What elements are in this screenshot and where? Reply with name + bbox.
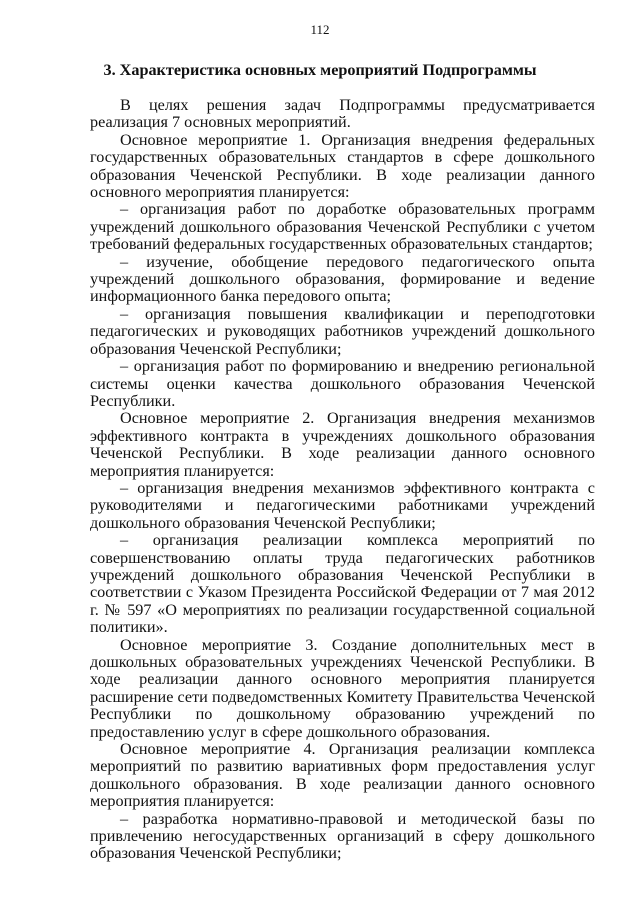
paragraph-measure-1: Основное мероприятие 1. Организация внедрения федеральных государственных образовательных стандартов в сфере дошкольного образования Чеченской Республики. В ходе реализации данного основного мероприятия планируется: <box>90 130 595 202</box>
list-item: – организация повышения квалификации и переподготовки педагогических и руководящих работников учреждений дошкольного образования Чеченской Республики; <box>90 304 595 358</box>
list-item: – организация внедрения механизмов эффективного контракта с руководителями и педагогическими работниками учреждений дошкольного образования Чеченской Республики; <box>90 478 595 532</box>
list-item: – разработка нормативно-правовой и методической базы по привлечению негосударственных организаций в сферу дошкольного образования Чеченской Республики; <box>90 809 595 863</box>
document-body <box>90 97 595 863</box>
paragraph-measure-3: Основное мероприятие 3. Создание дополнительных мест в дошкольных образовательных учреждениях Чеченской Республики. В ходе реализации данного основного мероприятия планируется расширение сети подведомственных Комитету Правительства Чеченской Республики по дошкольному образованию учреждений по предоставлению услуг в сфере дошкольного образования. <box>90 635 595 741</box>
list-item: – организация работ по доработке образовательных программ учреждений дошкольного образования Чеченской Республики с учетом требований федеральных государственных образовательных стандартов; <box>90 200 595 254</box>
paragraph-measure-2: Основное мероприятие 2. Организация внедрения механизмов эффективного контракта в учреждениях дошкольного образования Чеченской Республики. В ходе реализации данного основного мероприятия планируется: <box>90 409 595 480</box>
list-item: – организация работ по формированию и внедрению региональной системы оценки качества дошкольного образования Чеченской Республики. <box>90 357 595 410</box>
list-item: – организация реализации комплекса мероприятий по совершенствованию оплаты труда педагогических работников учреждений дошкольного образования Чеченской Республики в соответствии с Указом Президента Российской Федерации от 7 мая 2012 г. № 597 «О мероприятиях по реализации государственной социальной политики». <box>90 531 595 637</box>
paragraph-measure-4: Основное мероприятие 4. Организация реализации комплекса мероприятий по развитию вариативных форм предоставления услуг дошкольного образования. В ходе реализации данного основного мероприятия планируется: <box>90 740 595 811</box>
list-item: – изучение, обобщение передового педагогического опыта учреждений дошкольного образования, формирование и ведение информационного банка передового опыта; <box>90 252 595 306</box>
paragraph-intro: В целях решения задач Подпрограммы предусматривается реализация 7 основных мероприятий. <box>90 96 595 132</box>
page-number: 112 <box>310 22 330 37</box>
section-heading: 3. Характеристика основных мероприятий Подпрограммы <box>103 61 537 79</box>
